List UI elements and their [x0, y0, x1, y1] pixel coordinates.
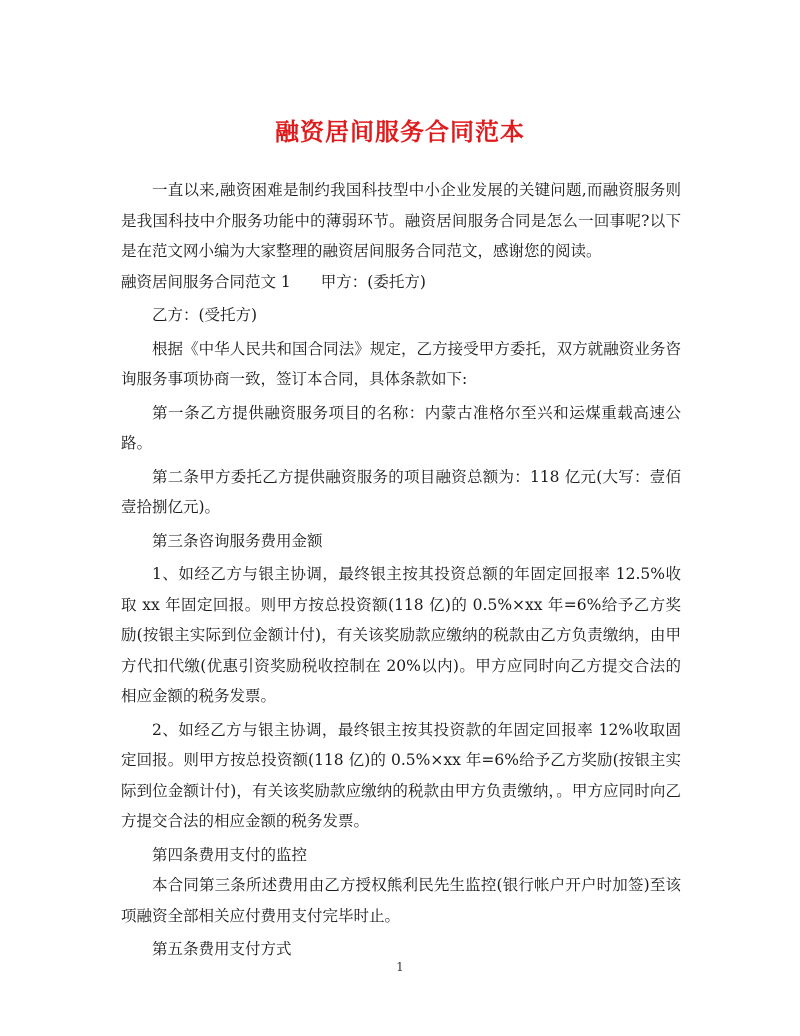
article-3-clause-1: 1、如经乙方与银主协调，最终银主按其投资总额的年固定回报率 12.5%收取 xx 年固定回报。则甲方按总投资额(118 亿)的 0.5%×xx 年=6%给予乙方奖励(按银主实际到位金额计付)，有关该奖励款应缴纳的税款由乙方负责缴纳，由甲方代扣代缴(优惠引资奖励税收控制在 20%以内)。甲方应同时向乙方提交合法的相应金额的税务发票。	[121, 565, 681, 705]
article-3-clause-2: 2、如经乙方与银主协调，最终银主按其投资款的年固定回报率 12%收取固定回报。则甲方按总投资额(118 亿)的 0.5%×xx 年=6%给予乙方奖励(按银主实际到位金额计付)，有关该奖励款应缴纳的税款由甲方负责缴纳，。甲方应同时向乙方提交合法的相应金额的税务发票。	[121, 720, 681, 830]
article-3-heading: 第三条咨询服务费用金额	[152, 531, 323, 550]
basis-paragraph: 根据《中华人民共和国合同法》规定，乙方接受甲方委托，双方就融资业务咨询服务事项协商一致，签订本合同，具体条款如下:	[121, 339, 681, 388]
party-a-label: 甲方：(委托方)	[320, 272, 426, 291]
article-1: 第一条乙方提供融资服务项目的名称：内蒙古准格尔至兴和运煤重载高速公路。	[121, 403, 681, 452]
article-4-body: 本合同第三条所述费用由乙方授权熊利民先生监控(银行帐户开户时加签)至该项融资全部相关应付费用支付完毕时止。	[121, 876, 681, 925]
sample-label: 融资居间服务合同范文 1	[121, 272, 291, 291]
document-title: 融资居间服务合同范本	[275, 118, 525, 146]
document-body	[121, 175, 681, 965]
page-number: 1	[396, 960, 404, 974]
article-5-heading: 第五条费用支付方式	[152, 940, 292, 958]
article-4-heading: 第四条费用支付的监控	[152, 845, 308, 864]
sample-header-line	[121, 267, 681, 298]
intro-paragraph: 一直以来,融资困难是制约我国科技型中小企业发展的关键问题,而融资服务则是我国科技中介服务功能中的薄弱环节。融资居间服务合同是怎么一回事呢?以下是在范文网小编为大家整理的融资居间服务合同范文，感谢您的阅读。	[121, 181, 681, 260]
party-b-label: 乙方：(受托方)	[152, 306, 258, 324]
article-2: 第二条甲方委托乙方提供融资服务的项目融资总额为：118 亿元(大写：壹佰壹拾捌亿元)。	[121, 467, 681, 516]
